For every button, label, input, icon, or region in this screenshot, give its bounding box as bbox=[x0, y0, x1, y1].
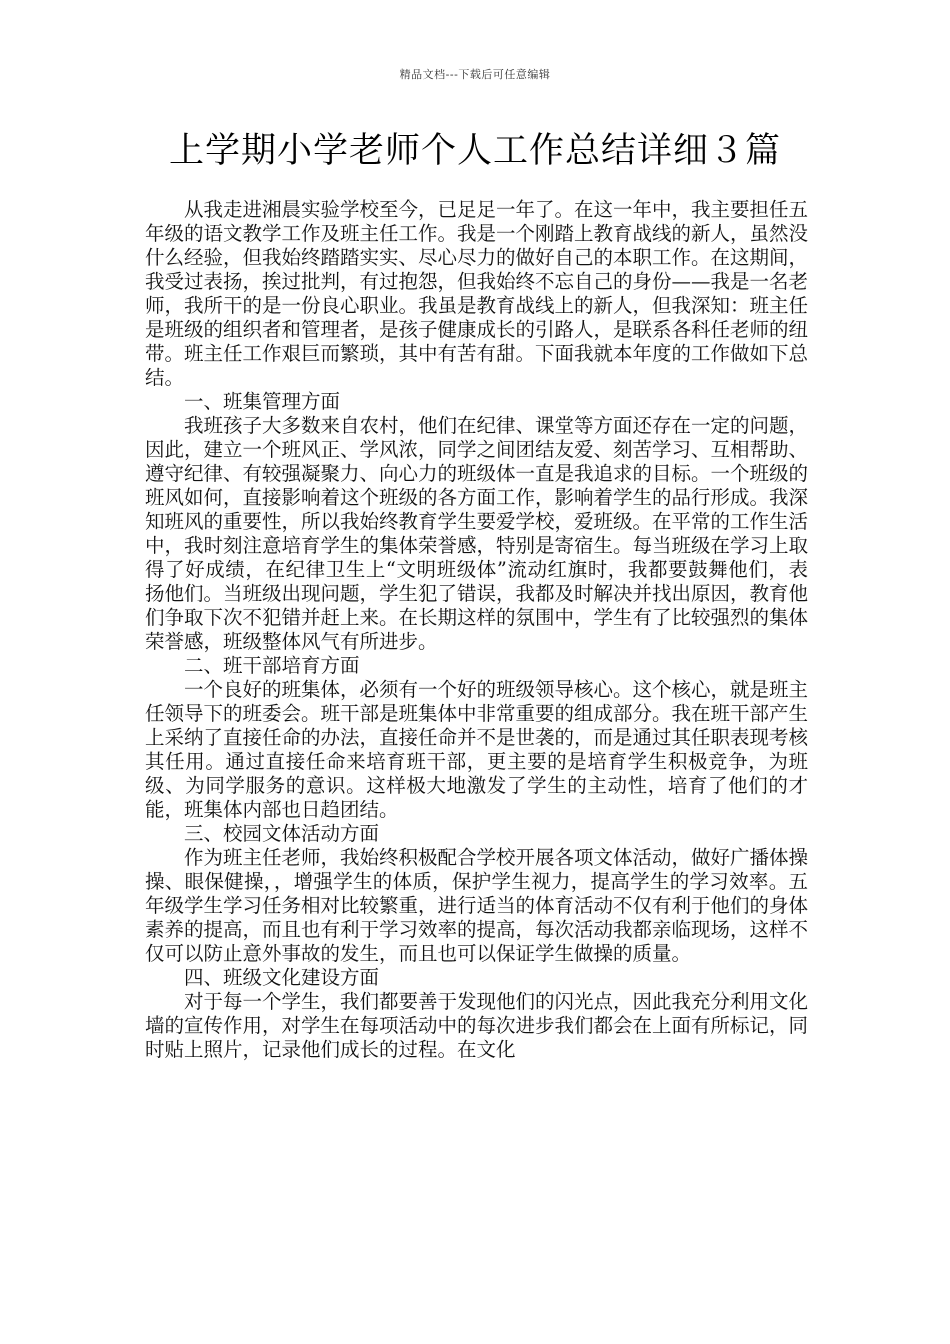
section-heading-class-cadre: 二、班干部培育方面 bbox=[184, 654, 360, 677]
document-body bbox=[145, 198, 808, 1062]
section-body-campus-activities: 作为班主任老师，我始终积极配合学校开展各项文体活动，做好广播体操操、眼保健操，，增强学生的体质，保护学生视力，提高学生的学习效率。五年级学生学习任务相对比较繁重，进行适当的体育活动不仅有利于他们的身体素养的提高，而且也有利于学习效率的提高，每次活动我都亲临现场，这样不仅可以防止意外事故的发生，而且也可以保证学生做操的质量。 bbox=[145, 846, 809, 965]
page-header-note: 精品文档---下载后可任意编辑 bbox=[399, 68, 551, 81]
document-title: 上学期小学老师个人工作总结详细３篇 bbox=[168, 131, 781, 171]
section-body-class-culture: 对于每一个学生，我们都要善于发现他们的闪光点，因此我充分利用文化墙的宣传作用，对学生在每项活动中的每次进步我们都会在上面有所标记，同时贴上照片，记录他们成长的过程。在文化 bbox=[145, 990, 809, 1061]
section-body-class-cadre: 一个良好的班集体，必须有一个好的班级领导核心。这个核心，就是班主任领导下的班委会。班干部是班集体中非常重要的组成部分。我在班干部产生上采纳了直接任命的办法，直接任命并不是世袭的，而是通过其任职表现考核其任用。通过直接任命来培育班干部，更主要的是培育学生积极竞争，为班级、为同学服务的意识。这样极大地激发了学生的主动性，培育了他们的才能，班集体内部也日趋团结。 bbox=[145, 678, 809, 821]
section-heading-class-management: 一、班集管理方面 bbox=[184, 390, 341, 413]
section-heading-class-culture: 四、班级文化建设方面 bbox=[184, 966, 380, 989]
section-heading-campus-activities: 三、校园文体活动方面 bbox=[184, 822, 380, 845]
intro-paragraph: 从我走进湘晨实验学校至今，已足足一年了。在这一年中，我主要担任五年级的语文教学工作及班主任工作。我是一个刚踏上教育战线的新人，虽然没什么经验，但我始终踏踏实实、尽心尽力的做好自己的本职工作。在这期间，我受过表扬，挨过批判，有过抱怨，但我始终不忘自己的身份——我是一名老师，我所干的是一份良心职业。我虽是教育战线上的新人，但我深知：班主任是班级的组织者和管理者，是孩子健康成长的引路人，是联系各科任老师的纽带。班主任工作艰巨而繁琐，其中有苦有甜。下面我就本年度的工作做如下总结。 bbox=[145, 198, 809, 389]
section-body-class-management: 我班孩子大多数来自农村，他们在纪律、课堂等方面还存在一定的问题，因此，建立一个班风正、学风浓，同学之间团结友爱、刻苦学习、互相帮助、遵守纪律、有较强凝聚力、向心力的班级体一直是我追求的目标。一个班级的班风如何，直接影响着这个班级的各方面工作，影响着学生的品行形成。我深知班风的重要性，所以我始终教育学生要爱学校，爱班级。在平常的工作生活中，我时刻注意培育学生的集体荣誉感，特别是寄宿生。每当班级在学习上取得了好成绩，在纪律卫生上“文明班级体”流动红旗时，我都要鼓舞他们，表扬他们。当班级出现问题，学生犯了错误，我都及时解决并找出原因，教育他们争取下次不犯错并赶上来。在长期这样的氛围中，学生有了比较强烈的集体荣誉感，班级整体风气有所进步。 bbox=[145, 414, 809, 653]
